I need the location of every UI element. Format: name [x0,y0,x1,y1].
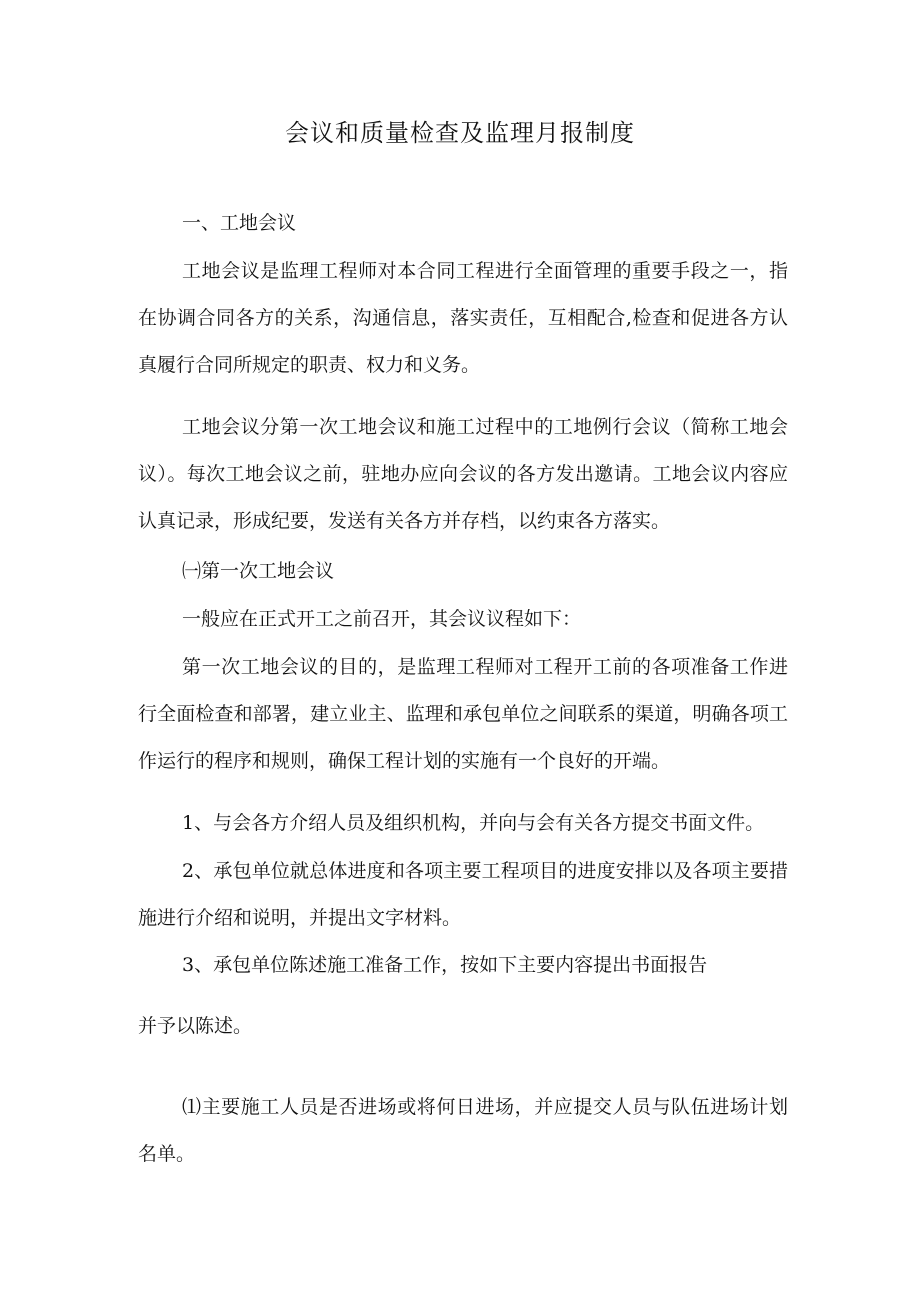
list-item-3-line2: 并予以陈述。 [138,1015,253,1037]
paragraph-meeting-purpose: 工地会议是监理工程师对本合同工程进行全面管理的重要手段之一，指在协调合同各方的关系，沟通信息，落实责任，互相配合,检查和促进各方认真履行合同所规定的职责、权力和义务。 [138,260,788,376]
paragraph-first-meeting-goal: 第一次工地会议的目的，是监理工程师对工程开工前的各项准备工作进行全面检查和部署，建立业主、监理和承包单位之间联系的渠道，明确各项工作运行的程序和规则，确保工程计划的实施有一个良好的开端。 [138,656,788,772]
paragraph-agenda-intro: 一般应在正式开工之前召开，其会议议程如下： [182,608,582,630]
list-item-1: 1、与会各方介绍人员及组织机构，并向与会有关各方提交书面文件。 [182,812,765,834]
section-heading-site-meeting: 一、工地会议 [182,212,297,234]
document-title: 会议和质量检查及监理月报制度 [285,119,635,147]
list-item-2: 2、承包单位就总体进度和各项主要工程项目的进度安排以及各项主要措施进行介绍和说明，并提出文字材料。 [138,860,788,929]
list-item-3-subitem-1: ⑴主要施工人员是否进场或将何日进场，并应提交人员与队伍进场计划名单。 [138,1096,788,1165]
paragraph-meeting-types: 工地会议分第一次工地会议和施工过程中的工地例行会议（简称工地会议）。每次工地会议之前，驻地办应向会议的各方发出邀请。工地会议内容应认真记录，形成纪要，发送有关各方并存档，以约束各方落实。 [138,416,788,532]
list-item-3-line1: 3、承包单位陈述施工准备工作，按如下主要内容提出书面报告 [182,954,708,976]
subsection-heading-first-meeting: ㈠第一次工地会议 [182,560,335,582]
